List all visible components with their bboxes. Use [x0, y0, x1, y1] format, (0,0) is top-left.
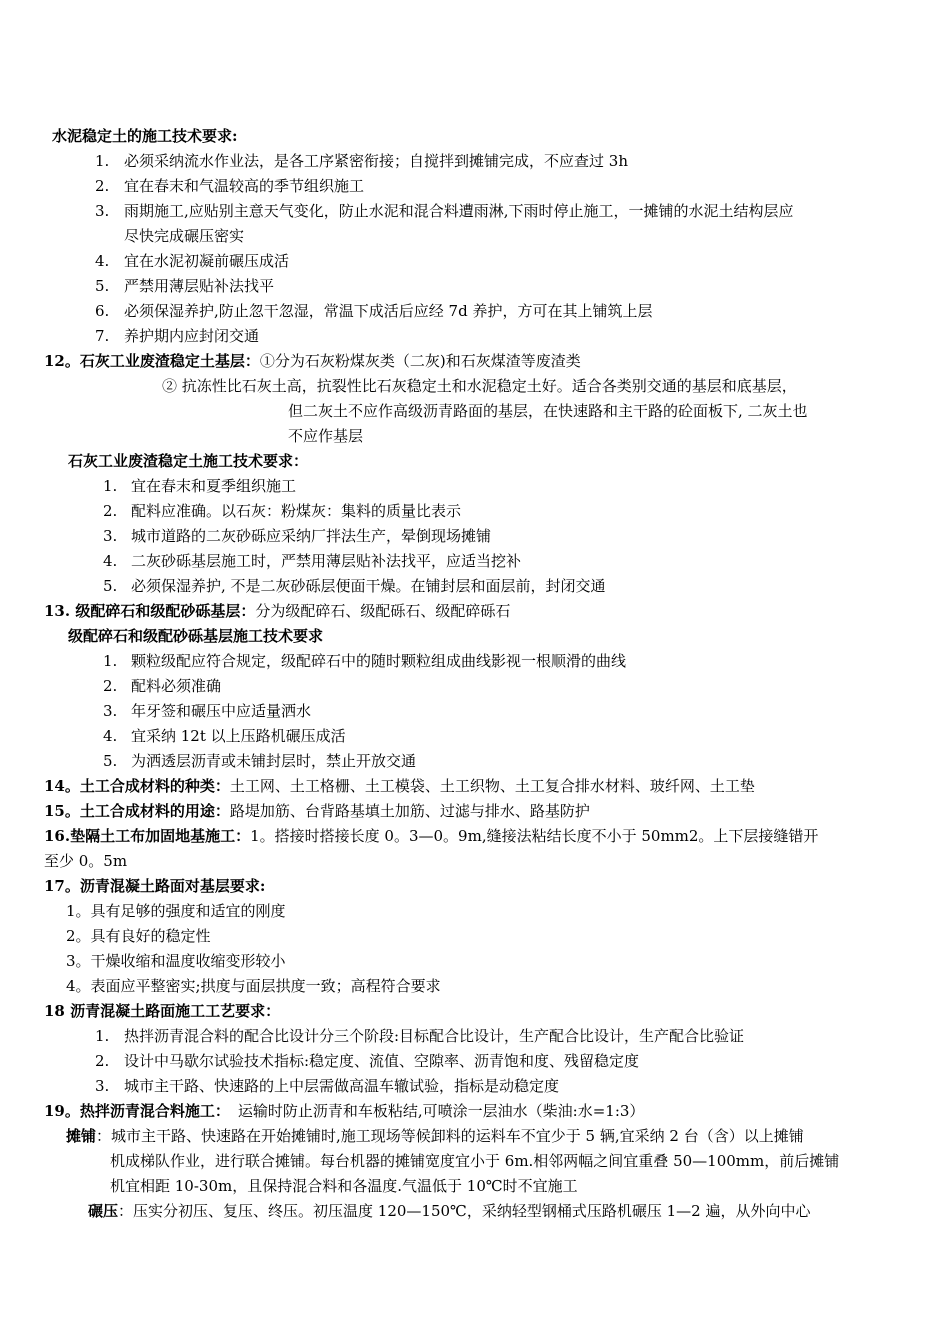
list-item: 配料必须准确 [131, 677, 222, 695]
section-title: 13. 级配碎石和级配砂砾基层： [44, 602, 256, 620]
section-title: 14。土工合成材料的种类： [44, 777, 230, 795]
paving-text: ：城市主干路、快速路在开始摊铺时,施工现场等候卸料的运料车不宜少于 5 辆,宜采纳 2 台（含）以上摊铺 [96, 1127, 804, 1145]
list-item-number: 3. [95, 202, 110, 220]
paving-text: 机宜相距 10-30m，且保持混合料和各温度.气温低于 10℃时不宜施工 [110, 1177, 578, 1195]
list-item: 必须采纳流水作业法，是各工序紧密衔接；自搅拌到摊铺完成，不应查过 3h [124, 152, 628, 170]
list-item: 必须保湿养护, 不是二灰砂砾层便面干燥。在铺封层和面层前，封闭交通 [131, 577, 606, 595]
list-item-number: 4. [103, 727, 118, 745]
list-item-number: 2. [95, 1052, 110, 1070]
list-item: 宜采纳 12t 以上压路机碾压成活 [131, 727, 346, 745]
list-item: 2。具有良好的稳定性 [66, 927, 211, 945]
list-item-number: 3. [95, 1077, 110, 1095]
rolling-label: 碾压 [88, 1202, 119, 1220]
list-item: 热拌沥青混合料的配合比设计分三个阶段:目标配合比设计，生产配合比设计，生产配合比验证 [124, 1027, 745, 1045]
list-item: 养护期内应封闭交通 [124, 327, 260, 345]
list-item-number: 2. [103, 502, 118, 520]
list-item-number: 2. [103, 677, 118, 695]
list-item-continuation: 尽快完成碾压密实 [124, 227, 245, 245]
paving-text: 机成梯队作业，进行联合摊铺。每台机器的摊铺宽度宜小于 6m.相邻两幅之间宜重叠 50—100mm，前后摊铺 [110, 1152, 840, 1170]
list-item: 城市主干路、快速路的上中层需做高温车辙试验，指标是动稳定度 [124, 1077, 560, 1095]
section-title: 15。土工合成材料的用途： [44, 802, 230, 820]
list-item: 颗粒级配应符合规定，级配碎石中的随时颗粒组成曲线影视一根顺滑的曲线 [131, 652, 627, 670]
list-item: 配料应准确。以石灰：粉煤灰：集料的质量比表示 [131, 502, 462, 520]
list-item-number: 1. [103, 652, 118, 670]
list-item: 二灰砂砾基层施工时，严禁用薄层贴补法找平，应适当挖补 [131, 552, 522, 570]
rolling-line [88, 1201, 810, 1221]
section-text: 但二灰土不应作高级沥青路面的基层，在快速路和主干路的砼面板下, 二灰土也 [288, 402, 808, 420]
section-text: ② 抗冻性比石灰土高，抗裂性比石灰稳定土和水泥稳定土好。适合各类别交通的基层和底基层， [162, 377, 797, 395]
section-text: 不应作基层 [288, 427, 364, 445]
section-text: 分为级配碎石、级配砾石、级配碎砾石 [255, 602, 511, 620]
section-12-line [44, 351, 581, 371]
list-item-number: 1. [103, 477, 118, 495]
list-item-number: 3. [103, 527, 118, 545]
section-text: 路堤加筋、台背路基填土加筋、过滤与排水、路基防护 [229, 802, 590, 820]
section-16-line [44, 826, 818, 846]
section-heading: 水泥稳定土的施工技术要求: [52, 127, 238, 145]
section-19-line [44, 1101, 644, 1121]
section-title: 17。沥青混凝土路面对基层要求: [44, 877, 266, 895]
section-title: 18 沥青混凝土路面施工工艺要求： [44, 1002, 281, 1020]
list-item: 必须保湿养护,防止忽干忽湿，常温下成活后应经 7d 养护，方可在其上铺筑上层 [124, 302, 653, 320]
list-item-number: 3. [103, 702, 118, 720]
section-title: 16.垫隔土工布加固地基施工： [44, 827, 251, 845]
list-item-number: 7. [95, 327, 110, 345]
paving-line [66, 1126, 804, 1146]
section-text: ①分为石灰粉煤灰类（二灰)和石灰煤渣等废渣类 [259, 352, 581, 370]
list-item-number: 5. [103, 577, 118, 595]
list-item: 雨期施工,应贴别主意天气变化，防止水泥和混合料遭雨淋,下雨时停止施工，一摊铺的水泥土结构层应 [124, 202, 794, 220]
list-item-number: 6. [95, 302, 110, 320]
section-13-line [44, 601, 510, 621]
list-item: 宜在春末和夏季组织施工 [131, 477, 297, 495]
list-item-number: 4. [103, 552, 118, 570]
subsection-heading: 石灰工业废渣稳定土施工技术要求： [68, 452, 309, 470]
list-item-number: 1. [95, 152, 110, 170]
list-item: 严禁用薄层贴补法找平 [124, 277, 275, 295]
list-item-number: 5. [103, 752, 118, 770]
list-item-number: 2. [95, 177, 110, 195]
section-text: 运输时防止沥青和车板粘结,可喷涂一层油水（柴油:水=1:3） [237, 1102, 645, 1120]
list-item: 为洒透层沥青或未铺封层时，禁止开放交通 [131, 752, 417, 770]
list-item-number: 4. [95, 252, 110, 270]
section-title: 12。石灰工业废渣稳定土基层： [44, 352, 260, 370]
list-item: 年牙签和碾压中应适量洒水 [131, 702, 312, 720]
list-item: 4。表面应平整密实;拱度与面层拱度一致；高程符合要求 [66, 977, 441, 995]
list-item: 1。具有足够的强度和适宜的刚度 [66, 902, 286, 920]
list-item: 城市道路的二灰砂砾应采纳厂拌法生产，晕倒现场摊铺 [131, 527, 492, 545]
list-item: 3。干燥收缩和温度收缩变形较小 [66, 952, 286, 970]
list-item: 宜在春末和气温较高的季节组织施工 [124, 177, 365, 195]
subsection-heading: 级配碎石和级配砂砾基层施工技术要求 [68, 627, 324, 645]
section-text: 土工网、土工格栅、土工模袋、土工织物、土工复合排水材料、玻纤网、土工垫 [229, 777, 755, 795]
section-text: 1。搭接时搭接长度 0。3—0。9m,缝接法粘结长度不小于 50mm2。上下层接缝错开 [250, 827, 819, 845]
section-14-line [44, 776, 755, 796]
list-item-number: 1. [95, 1027, 110, 1045]
section-text: 至少 0。5m [44, 852, 128, 870]
list-item-number: 5. [95, 277, 110, 295]
section-title: 19。热拌沥青混合料施工： [44, 1102, 230, 1120]
section-15-line [44, 801, 590, 821]
paving-label: 摊铺 [66, 1127, 97, 1145]
rolling-text: ：压实分初压、复压、终压。初压温度 120—150℃，采纳轻型钢桶式压路机碾压 1—2 遍，从外向中心 [118, 1202, 811, 1220]
list-item: 设计中马歇尔试验技术指标:稳定度、流值、空隙率、沥青饱和度、残留稳定度 [124, 1052, 640, 1070]
list-item: 宜在水泥初凝前碾压成活 [124, 252, 290, 270]
